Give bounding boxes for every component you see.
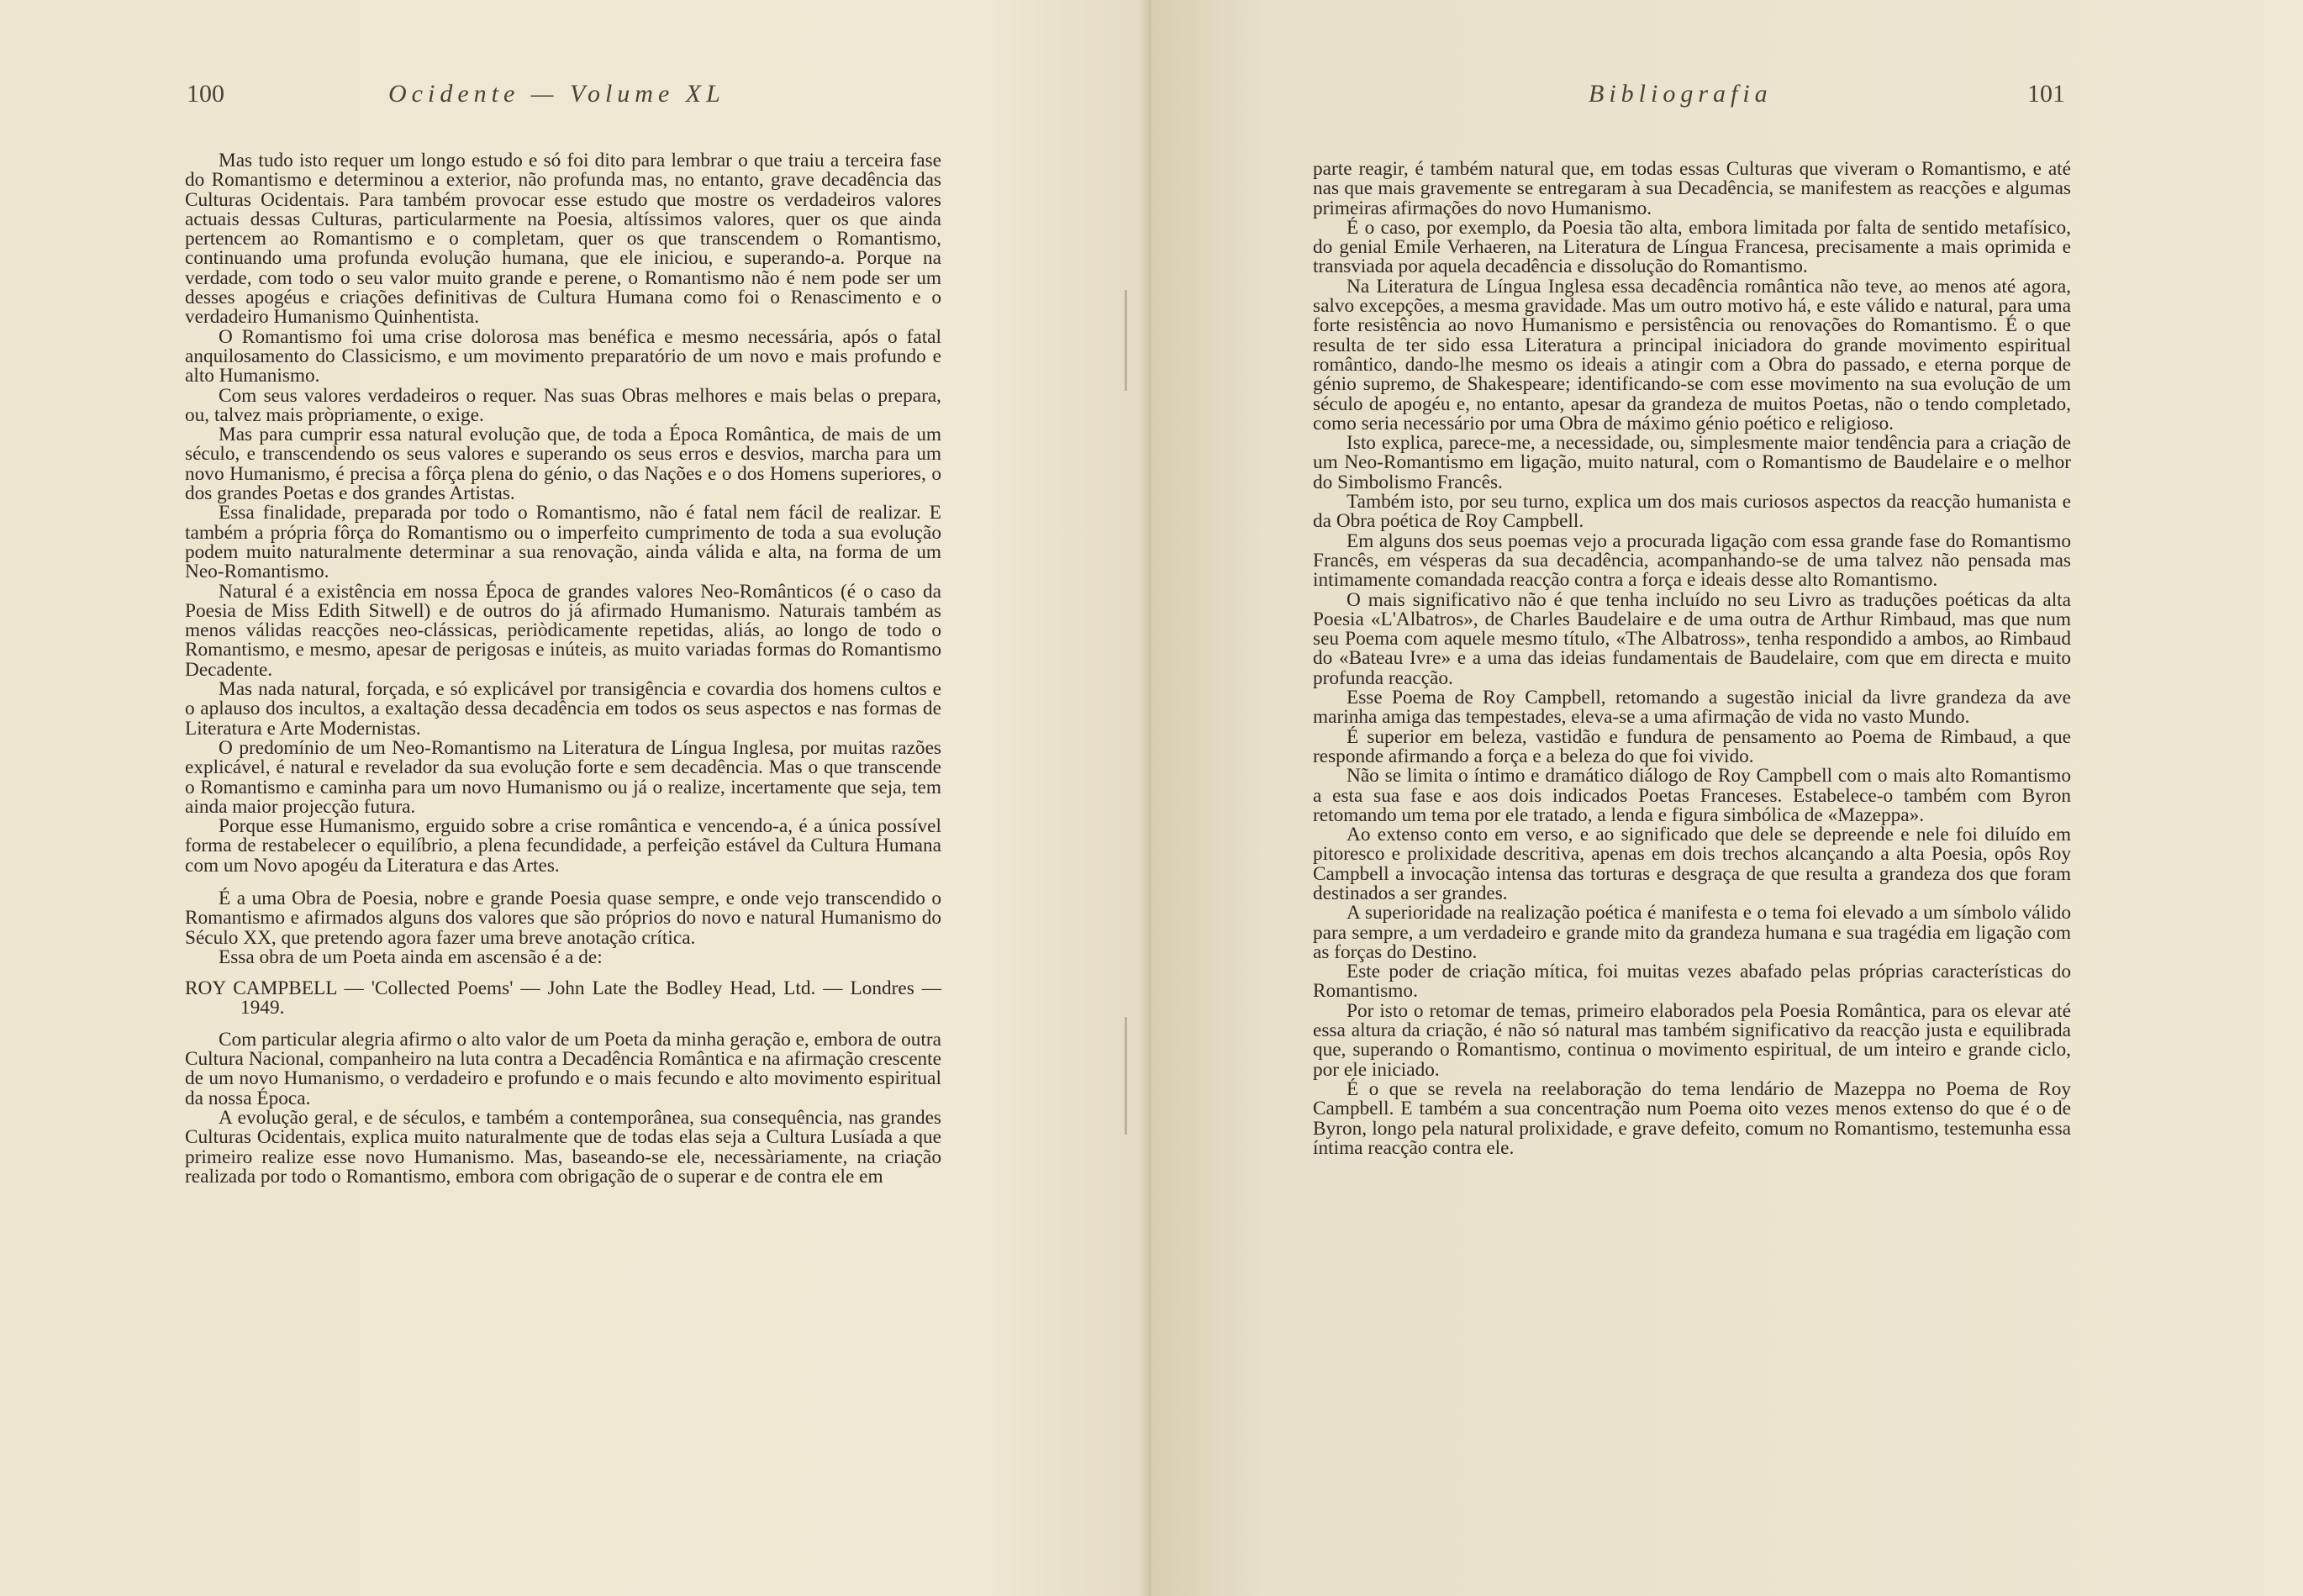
paragraph: É o que se revela na reelaboração do tema lendário de Mazeppa no Poema de Roy Campbell. E também a sua concentração num Poema oito vezes menos extenso do que é o de Byron, longo pela natural prolixidade, e grave defeito, comum no Romantismo, testemunha essa íntima reacção contra ele. [1313,1077,2071,1159]
paragraph: Não se limita o íntimo e dramático diálogo de Roy Campbell com o mais alto Romantismo a esta sua fase e aos dois indicados Poetas Franceses. Estabelece-o também com Byron retomando um tema por ele tratado, a lenda e figura simbólica de «Mazeppa». [1313,765,2071,826]
paragraph: Na Literatura de Língua Inglesa essa decadência romântica não teve, ao menos até agora, salvo excepções, a mesma gravidade. Mas um outro motivo há, e este válido e natural, para uma forte resistência ao novo Humanismo e persistência ou renovações do Romantismo. É o que resulta de ter sido essa Literatura a principal iniciadora do grande movimento espiritual romântico, dando-lhe mesmo os ideais a atingir com a Obra do passado, e eterna porque de génio supremo, de Shakespeare; identificando-se com esse movimento na sua evolução de um século de apogéu e, no entanto, apesar da grandeza de muitos Poetas, não o tendo completado, como seria necessário por uma Obra de máximo génio poético e religioso. [1313,275,2071,435]
paragraph: Essa finalidade, preparada por todo o Romantismo, não é fatal nem fácil de realizar. E também a própria fôrça do Romantismo ou o imperfeito cumprimento de toda a sua evolução podem muito naturalmente determinar a sua renovação, ainda válida e alta, na forma de um Neo-Romantismo. [185,502,941,583]
right-page-number: 101 [2027,80,2065,108]
paragraph: Esse Poema de Roy Campbell, retomando a sugestão inicial da livre grandeza da ave marinha amiga das tempestades, eleva-se a uma afirmação de vida no vasto Mundo. [1313,687,2071,729]
paragraph: É a uma Obra de Poesia, nobre e grande Poesia quase sempre, e onde vejo transcendido o Romantismo e afirmados alguns dos valores que são próprios do novo e natural Humanismo do Século XX, que pretendo agora fazer uma breve anotação crítica. [185,887,941,949]
paragraph: A evolução geral, e de séculos, e também a contemporânea, sua consequência, nas grandes Culturas Ocidentais, explica muito naturalmente que de todas elas seja a Cultura Lusíada a que primeiro realize esse novo Humanismo. Mas, baseando-se ele, necessàriamente, na criação realizada por todo o Romantismo, embora com obrigação de o superar e de contra ele em [185,1106,941,1188]
right-running-title: Bibliografia [1589,80,1773,108]
paragraph: Isto explica, parece-me, a necessidade, ou, simplesmente maior tendência para a criação de um Neo-Romantismo em ligação, muito natural, com o Romantismo de Baudelaire e o melhor do Simbolismo Francês. [1313,432,2071,493]
paragraph: Mas para cumprir essa natural evolução que, de toda a Época Romântica, de mais de um século, e transcendendo os seus valores e superando os seus erros e desvios, marcha para um novo Humanismo, é precisa a fôrça plena do génio, o das Nações e o dos Homens superiores, o dos grandes Poetas e dos grandes Artistas. [185,424,941,505]
paragraph: Porque esse Humanismo, erguido sobre a crise romântica e vencendo-a, é a única possível forma de restabelecer o equilíbrio, a plena fecundidade, a perfeição estável da Cultura Humana com um Novo apogéu da Literatura e das Artes. [185,815,941,877]
paragraph: parte reagir, é também natural que, em todas essas Culturas que viveram o Romantismo, e até nas que mais gravemente se entregaram à sua Decadência, se manifestem as reacções e algumas primeiras afirmações do novo Humanismo. [1313,158,2071,219]
paragraph: O predomínio de um Neo-Romantismo na Literatura de Língua Inglesa, por muitas razões explicável, é natural e revelador da sua evolução forte e sem decadência. Mas o que transcende o Romantismo e caminha para um novo Humanismo ou já o realize, incertamente que seja, tem ainda maior projecção futura. [185,736,941,818]
left-body [185,151,941,1187]
paragraph: Também isto, por seu turno, explica um dos mais curiosos aspectos da reacção humanista e da Obra poética de Roy Campbell. [1313,491,2071,533]
paragraph: Em alguns dos seus poemas vejo a procurada ligação com essa grande fase do Romantismo Francês, em vésperas da sua decadência, acompanhando-se de uma talvez não pensada mas intimamente comandada reacção contra a força e ideais desse alto Romantismo. [1313,529,2071,592]
right-page [1152,0,2303,1596]
paragraph: Essa obra de um Poeta ainda em ascensão é a de: [219,945,603,968]
paragraph: Ao extenso conto em verso, e ao significado que dele se depreende e nele foi diluído em pitoresco e prolixidade descritiva, apenas em dois trechos alcançando a alta Poesia, opôs Roy Campbell a invocação intensa das torturas e desgraça de que resulta a grandeza dos que foram destinados a ser grandes. [1313,824,2071,904]
margin-mark [1125,1017,1127,1135]
paragraph: Com particular alegria afirmo o alto valor de um Poeta da minha geração e, embora de outra Cultura Nacional, companheiro na luta contra a Decadência Romântica e na afirmação crescente de um novo Humanismo, o verdadeiro e profundo e o mais fecundo e alto movimento espiritual da nossa Época. [185,1028,941,1109]
paragraph: O Romantismo foi uma crise dolorosa mas benéfica e mesmo necessária, após o fatal anquilosamento do Classicismo, e um movimento preparatório de um novo e mais profundo e alto Humanismo. [185,325,941,387]
paragraph: Este poder de criação mítica, foi muitas vezes abafado pelas próprias características do Romantismo. [1313,961,2071,1003]
paragraph: Com seus valores verdadeiros o requer. Nas suas Obras melhores e mais belas o prepara, ou, talvez mais pròpriamente, o exige. [185,384,941,426]
bibliographic-reference: ROY CAMPBELL — 'Collected Poems' — John Late the Bodley Head, Ltd. — Londres — 1949. [185,977,941,1019]
left-page-number: 100 [187,80,224,108]
right-body [1313,160,2071,1158]
paragraph: Mas tudo isto requer um longo estudo e só foi dito para lembrar o que traiu a terceira fase do Romantismo e determinou a exterior, não profunda mas, no entanto, grave decadência das Culturas Ocidentais. Para também provocar esse estudo que mostre os verdadeiros valores actuais dessas Culturas, particularmente na Poesia, altíssimos valores, quer os que ainda pertencem ao Romantismo e o completam, quer os que transcendem o Romantismo, continuando uma profunda evolução humana, que ele iniciou, e superando-a. Porque na verdade, com todo o seu valor muito grande e perene, o Romantismo não é nem pode ser um desses apogéus e criações definitivas de Cultura Humana como foi o Renascimento e o verdadeiro Humanismo Quinhentista. [185,150,941,329]
paragraph: A superioridade na realização poética é manifesta e o tema foi elevado a um símbolo válido para sempre, a um verdadeiro e grande mito da grandeza humana e sua tragédia em ligação com as forças do Destino. [1313,902,2071,963]
margin-mark [1125,290,1127,391]
paragraph: É superior em beleza, vastidão e fundura de pensamento ao Poema de Rimbaud, a que responde afirmando a força e a beleza do que foi vivido. [1313,725,2071,767]
paragraph: Mas nada natural, forçada, e só explicável por transigência e covardia dos homens cultos e o aplauso dos incultos, a exaltação dessa decadência em todos os seus aspectos e nas formas de Literatura e Arte Modernistas. [185,678,941,740]
paragraph: Natural é a existência em nossa Época de grandes valores Neo-Românticos (é o caso da Poesia de Miss Edith Sitwell) e de outros do já afirmado Humanismo. Naturais também as menos válidas reacções neo-clássicas, periòdicamente repetidas, aliás, ao longo de todo o Romantismo, e mesmo, apesar de perigosas e inúteis, as muito variadas formas do Romantismo Decadente. [185,580,941,681]
left-running-title: Ocidente — Volume XL [388,80,725,108]
paragraph: É o caso, por exemplo, da Poesia tão alta, embora limitada por falta de sentido metafísico, do genial Emile Verhaeren, na Literatura de Língua Francesa, precisamente a mais oprimida e transviada por aquela decadência e dissolução do Romantismo. [1313,216,2071,278]
paragraph: O mais significativo não é que tenha incluído no seu Livro as traduções poéticas da alta Poesia «L'Albatros», de Charles Baudelaire e de uma outra de Arthur Rimbaud, mas que num seu Poema com aquele mesmo título, «The Albatross», tenha respondido a ambos, ao Rimbaud do «Bateau Ivre» e a uma das ideias fundamentais de Baudelaire, com que em directa e muito profunda reacção. [1313,588,2071,689]
paragraph: Por isto o retomar de temas, primeiro elaborados pela Poesia Romântica, para os elevar até essa altura da criação, é não só natural mas também significativo da reacção justa e equilibrada que, superando o Romantismo, continua o movimento espiritual, de um inteiro e grande ciclo, por ele iniciado. [1313,999,2071,1081]
